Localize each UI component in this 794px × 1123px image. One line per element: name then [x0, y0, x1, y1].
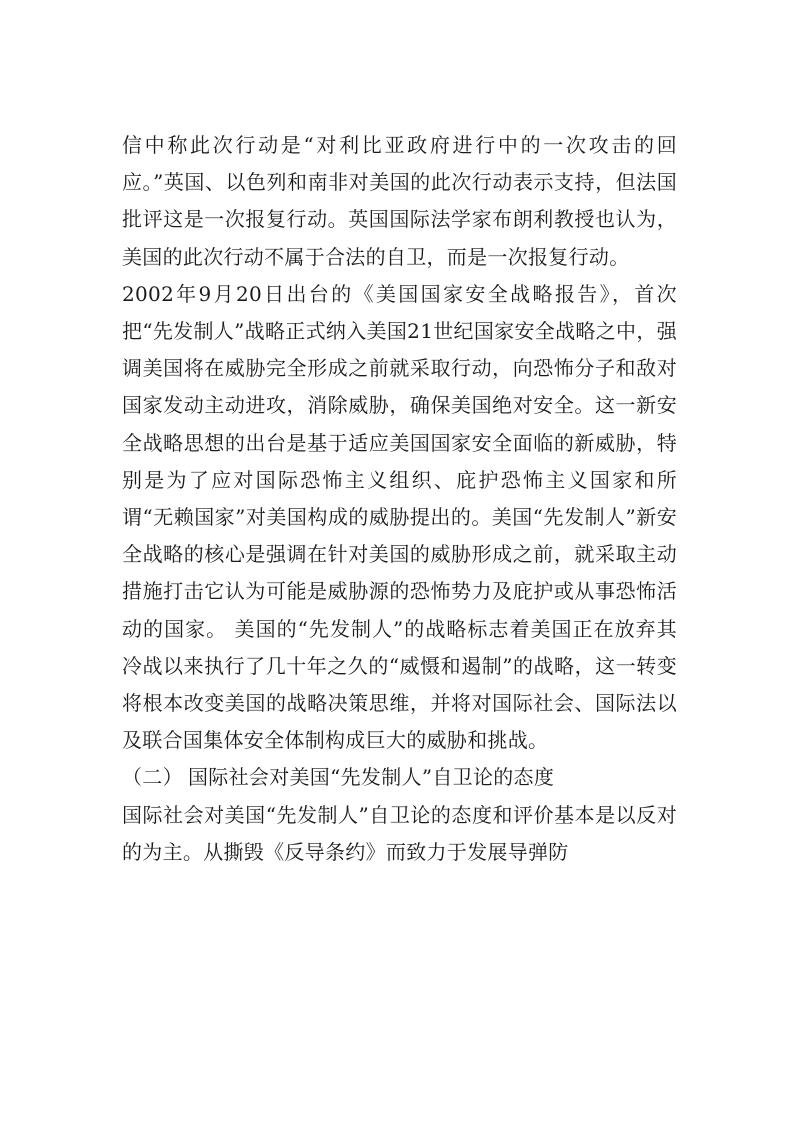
section-number: （二） [122, 765, 183, 790]
section-title: 国际社会对美国“先发制人”自卫论的态度 [188, 765, 555, 790]
body-paragraph-1: 信中称此次行动是“对利比亚政府进行中的一次攻击的回应。”英国、以色列和南非对美国的此次行动表示支持，但法国批评这是一次报复行动。英国国际法学家布朗利教授也认为，美国的此次行动不属于合法的自卫，而是一次报复行动。 [122, 133, 677, 269]
section-heading [122, 759, 677, 796]
document-body [122, 127, 677, 871]
body-paragraph-2: 2002年9月20日出台的《美国国家安全战略报告》，首次把“先发制人”战略正式纳入美国21世纪国家安全战略之中，强调美国将在威胁完全形成之前就采取行动，向恐怖分子和敌对国家发动主动进攻，消除威胁，确保美国绝对安全。这一新安全战略思想的出台是基于适应美国国家安全面临的新威胁，特别是为了应对国际恐怖主义组织、庇护恐怖主义国家和所谓“无赖国家”对美国构成的威胁提出的。美国“先发制人”新安全战略的核心是强调在针对美国的威胁形成之前，就采取主动措施打击它认为可能是威胁源的恐怖势力及庇护或从事恐怖活动的国家。 美国的“先发制人”的战略标志着美国正在放弃其冷战以来执行了几十年之久的“威慑和遏制”的战略，这一转变将根本改变美国的战略决策思维，并将对国际社会、国际法以及联合国集体安全体制构成巨大的威胁和挑战。 [122, 281, 677, 753]
body-paragraph-3: 国际社会对美国“先发制人”自卫论的态度和评价基本是以反对的为主。从撕毁《反导条约》而致力于发展导弹防 [122, 802, 677, 864]
